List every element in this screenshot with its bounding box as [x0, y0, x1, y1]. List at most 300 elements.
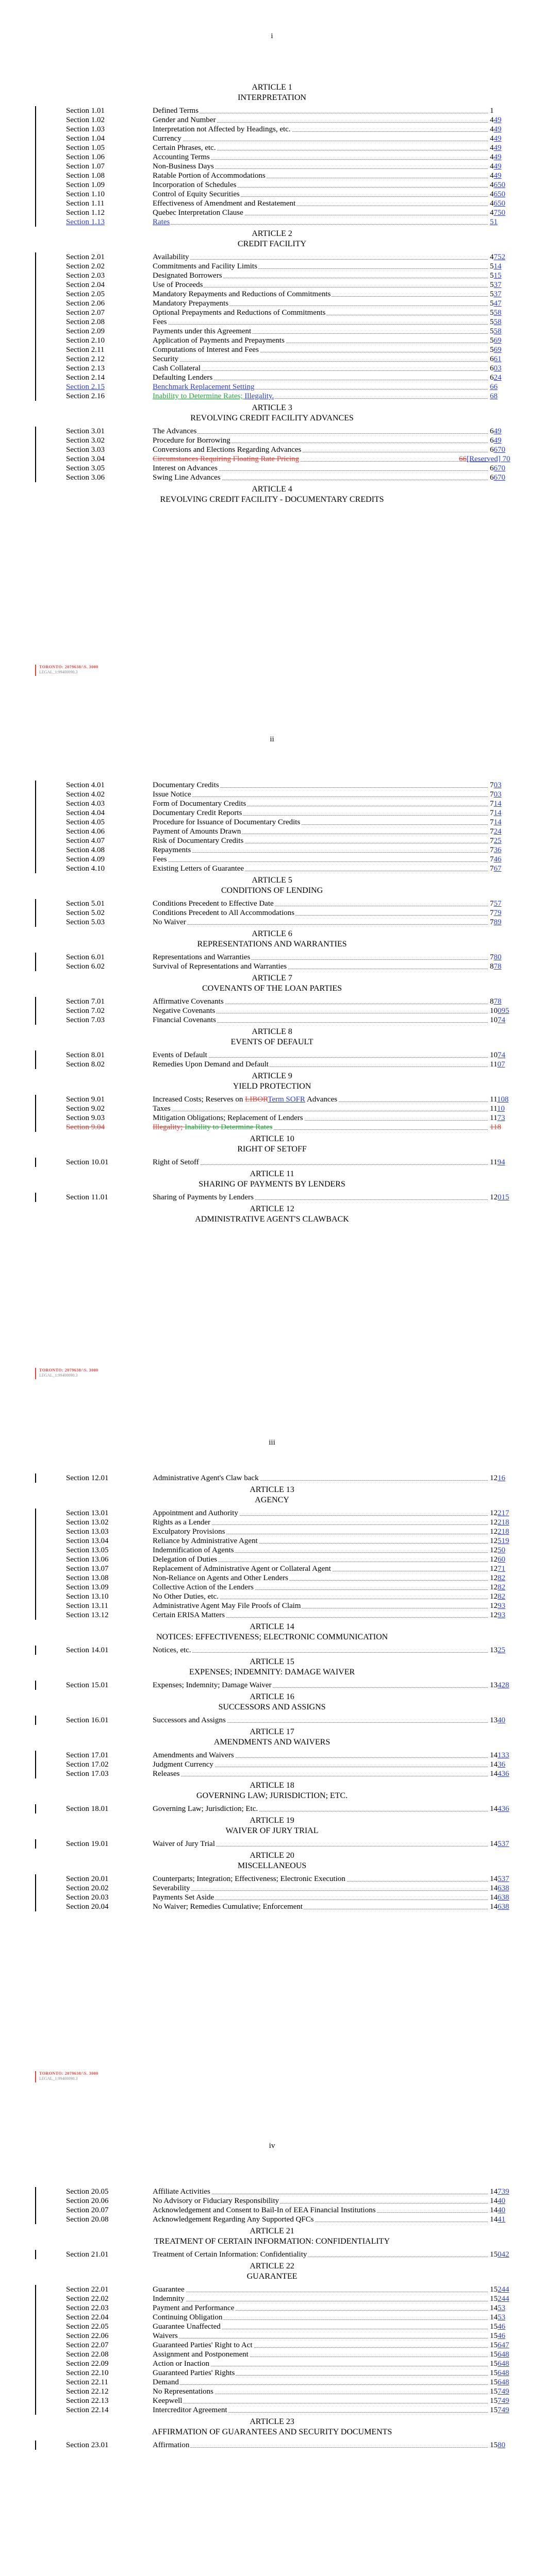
article-title: YIELD PROTECTION [233, 1082, 311, 1091]
toc-row[interactable] [0, 1573, 544, 1583]
section-title [153, 317, 488, 327]
section-number: Section 22.03 [66, 2304, 109, 2312]
page-ref: 780 [490, 953, 502, 961]
change-bar [35, 2441, 36, 2450]
section-number: Section 17.02 [66, 1760, 109, 1769]
toc-row[interactable] [0, 781, 544, 790]
page-ref [490, 217, 541, 227]
toc-row[interactable] [0, 1473, 544, 1483]
toc-row[interactable] [0, 364, 544, 373]
page-ref: 14436 [490, 1805, 509, 1813]
toc-row[interactable] [0, 1104, 544, 1113]
section-number: Section 22.12 [66, 2387, 109, 2396]
toc-row[interactable] [0, 953, 544, 962]
toc-row[interactable] [0, 1601, 544, 1611]
toc-row[interactable] [0, 1804, 544, 1814]
page-ref: 1260 [490, 1555, 505, 1564]
dot-leader [153, 370, 488, 371]
toc-row[interactable] [0, 317, 544, 327]
toc-row[interactable] [0, 473, 544, 482]
page-ref: 4650 [490, 190, 505, 198]
toc-row[interactable] [0, 217, 544, 227]
inserted-page: 436 [498, 1805, 509, 1813]
inserted-page: 095 [498, 1007, 509, 1015]
page-ref: 1293 [490, 1611, 505, 1619]
section-number: Section 20.01 [66, 1875, 109, 1883]
toc-row[interactable] [0, 1751, 544, 1760]
section-title [153, 327, 488, 336]
section-number: Section 2.15 [66, 383, 105, 391]
toc-row[interactable] [0, 827, 544, 836]
toc-row[interactable] [0, 2331, 544, 2341]
page-ref: 15749 [490, 2397, 509, 2405]
page-ref: 14133 [490, 1751, 509, 1759]
toc-row[interactable] [0, 899, 544, 908]
section-title [153, 473, 488, 482]
inserted-page: 648 [498, 2378, 509, 2386]
toc-row[interactable] [0, 918, 544, 927]
title-text: No Other Duties, etc. [153, 1592, 219, 1601]
toc-row[interactable] [0, 997, 544, 1006]
inserted-page: 50 [498, 1546, 505, 1554]
title-text: Defined Terms [153, 107, 199, 115]
footer-legal-id: LEGAL_1:99400090.3 [39, 2076, 78, 2081]
title-text: Payment and Performance [153, 2304, 235, 2312]
article-title: CREDIT FACILITY [237, 240, 307, 248]
page-ref: 15648 [490, 2350, 509, 2359]
toc-row[interactable] [0, 2303, 544, 2313]
deleted-text: LIBOR [245, 1095, 268, 1104]
toc-row[interactable] [0, 134, 544, 143]
inserted-page: 53 [498, 2304, 505, 2312]
section-title [153, 445, 488, 454]
section-title [153, 1104, 488, 1113]
section-number: Section 22.13 [66, 2397, 109, 2405]
toc-row[interactable] [0, 152, 544, 162]
toc-row[interactable] [0, 2341, 544, 2350]
section-number: Section 2.01 [66, 253, 105, 261]
section-title [153, 781, 488, 790]
section-title [153, 836, 488, 845]
section-title [153, 134, 488, 143]
article-title: SHARING OF PAYMENTS BY LENDERS [199, 1180, 345, 1189]
section-number: Section 2.11 [66, 346, 105, 354]
toc-row[interactable] [0, 445, 544, 454]
toc-row[interactable] [0, 454, 544, 464]
toc-row[interactable] [0, 106, 544, 115]
toc-row[interactable] [0, 1006, 544, 1015]
inserted-page: 74 [498, 1016, 505, 1024]
toc-row[interactable] [0, 1583, 544, 1592]
title-text: Repayments [153, 846, 191, 854]
page-ref: 14638 [490, 1893, 509, 1902]
toc-row[interactable] [0, 308, 544, 317]
page-ref: 14537 [490, 1840, 509, 1848]
inserted-page: 244 [498, 2285, 509, 2294]
toc-row[interactable] [0, 855, 544, 864]
toc-row[interactable] [0, 962, 544, 971]
section-title [153, 271, 488, 280]
toc-row[interactable] [0, 171, 544, 180]
section-title [153, 855, 488, 864]
toc-row[interactable] [0, 2441, 544, 2450]
toc-row[interactable] [0, 271, 544, 280]
toc-row[interactable] [0, 2368, 544, 2378]
page-footer [35, 1368, 98, 1378]
footer-doc-id: TORONTO: 2079638/\S. 3000 [39, 665, 98, 669]
toc-row[interactable] [0, 1123, 544, 1132]
section-number: Section 10.01 [66, 1158, 109, 1166]
inserted-page: 650 [493, 199, 505, 208]
toc-row[interactable] [0, 2294, 544, 2303]
section-number: Section 2.08 [66, 318, 105, 326]
page-ref: 1282 [490, 1574, 505, 1582]
title-text: Action or Inaction [153, 2360, 209, 2368]
toc-row[interactable] [0, 2405, 544, 2415]
page-ref: 746 [490, 855, 502, 863]
page-ref: 537 [490, 290, 502, 298]
section-title [153, 436, 488, 445]
title-text [153, 218, 171, 226]
article-title: AFFIRMATION OF GUARANTEES AND SECURITY DOCUMENTS [152, 2428, 392, 2436]
page-ref: 449 [490, 172, 502, 180]
toc-row[interactable] [0, 190, 544, 199]
section-number: Section 4.07 [66, 837, 105, 845]
toc-row[interactable] [0, 392, 544, 401]
page-ref: 649 [490, 436, 502, 445]
article-heading: ARTICLE 6 [252, 929, 292, 938]
title-text: Availability [153, 253, 189, 261]
toc-row[interactable] [0, 1113, 544, 1123]
title-text: Survival of Representations and Warranties [153, 962, 287, 971]
inserted-page: 49 [493, 427, 502, 435]
dot-leader [153, 852, 488, 853]
toc-row[interactable] [0, 808, 544, 818]
toc-row[interactable] [0, 252, 544, 262]
inserted-page: 647 [498, 2341, 509, 2349]
section-title [153, 382, 488, 392]
section-number: Section 22.01 [66, 2285, 109, 2294]
title-text: Payment of Amounts Drawn [153, 827, 241, 836]
toc-row[interactable] [0, 2322, 544, 2331]
page-ref: 4752 [490, 253, 505, 261]
toc-row[interactable] [0, 1555, 544, 1564]
toc-row[interactable] [0, 799, 544, 808]
toc-row[interactable] [0, 1060, 544, 1069]
toc-row[interactable] [0, 1158, 544, 1167]
toc-row[interactable] [0, 2313, 544, 2322]
inserted-page: 67 [493, 865, 502, 873]
toc-row[interactable] [0, 262, 544, 271]
toc-row[interactable] [0, 1839, 544, 1849]
article-heading: ARTICLE 8 [252, 1027, 292, 1036]
section-title [153, 864, 488, 873]
toc-row[interactable] [0, 790, 544, 799]
toc-row[interactable] [0, 336, 544, 345]
section-number: Section 2.04 [66, 281, 105, 289]
toc-row[interactable] [0, 908, 544, 918]
dot-leader [153, 2447, 488, 2448]
section-title [153, 1716, 488, 1725]
title-text: No Advisory or Fiduciary Responsibility [153, 2197, 279, 2205]
section-number: Section 20.02 [66, 1884, 109, 1892]
change-bar [35, 781, 36, 873]
section-number: Section 13.07 [66, 1565, 109, 1573]
toc-row[interactable] [0, 2285, 544, 2294]
page-ref: 449 [490, 125, 502, 133]
toc-row[interactable] [0, 2206, 544, 2215]
change-bar [35, 1716, 36, 1725]
article-heading: ARTICLE 15 [250, 1657, 294, 1666]
section-number: Section 1.02 [66, 116, 105, 124]
toc-row[interactable] [0, 1527, 544, 1536]
inserted-page: 133 [498, 1751, 509, 1759]
article-heading: ARTICLE 10 [250, 1134, 294, 1143]
page-ref: 12519 [490, 1537, 509, 1545]
toc-row[interactable] [0, 373, 544, 382]
article-title: REVOLVING CREDIT FACILITY - DOCUMENTARY CREDITS [160, 495, 384, 504]
section-title [153, 106, 488, 115]
toc-row[interactable] [0, 382, 544, 392]
title-text: Notices, etc. [153, 1646, 191, 1654]
page-ref: 714 [490, 818, 502, 826]
toc-row[interactable] [0, 1884, 544, 1893]
inserted-page: 14 [493, 262, 502, 270]
toc-row[interactable] [0, 1536, 544, 1546]
toc-row[interactable] [0, 2396, 544, 2405]
title-text: Quebec Interpretation Clause [153, 209, 243, 217]
article-heading: ARTICLE 5 [252, 876, 292, 885]
toc-row[interactable] [0, 1564, 544, 1573]
title-text: Sharing of Payments by Lenders [153, 1193, 254, 1201]
toc-row[interactable] [0, 1518, 544, 1527]
toc-row[interactable] [0, 299, 544, 308]
inserted-page: 749 [498, 2397, 509, 2405]
toc-row[interactable] [0, 208, 544, 217]
change-bar [35, 953, 36, 971]
toc-row[interactable] [0, 327, 544, 336]
page-ref: 1546 [490, 2332, 505, 2340]
title-text: Issue Notice [153, 790, 191, 799]
inserted-page: 03 [493, 364, 502, 372]
section-title [153, 1050, 488, 1060]
toc-row[interactable] [0, 1095, 544, 1104]
title-text: Form of Documentary Credits [153, 800, 246, 808]
inserted-page: 14 [493, 809, 502, 817]
change-bar [35, 1158, 36, 1167]
section-number: Section 7.01 [66, 997, 105, 1006]
toc-row[interactable] [0, 1760, 544, 1769]
section-title [153, 354, 488, 364]
section-number: Section 12.01 [66, 1474, 109, 1482]
page-ref: 661 [490, 355, 502, 363]
article-heading: ARTICLE 9 [252, 1072, 292, 1080]
title-text: Amendments and Waivers [153, 1751, 234, 1759]
article-title: EVENTS OF DEFAULT [230, 1038, 314, 1046]
section-number: Section 1.06 [66, 153, 105, 161]
section-number: Section 2.14 [66, 374, 105, 382]
toc-row[interactable] [0, 2378, 544, 2387]
inserted-page: 89 [493, 918, 502, 926]
toc-row[interactable] [0, 354, 544, 364]
toc-row[interactable] [0, 199, 544, 208]
inserted-page: 24 [493, 827, 502, 836]
title-text: Effectiveness of Amendment and Restatement [153, 199, 296, 208]
change-bar [35, 1751, 36, 1778]
inserted-page: 108 [497, 1095, 509, 1104]
toc-row[interactable] [0, 162, 544, 171]
section-title [153, 2359, 488, 2368]
section-number: Section 2.09 [66, 327, 105, 335]
inserted-page: 58 [493, 327, 502, 335]
section-title [153, 1601, 488, 1611]
title-text: Affirmation [153, 2441, 190, 2449]
section-title [153, 125, 488, 134]
page-ref: 1173 [490, 1114, 505, 1122]
section-title [153, 1751, 488, 1760]
section-title [153, 808, 488, 818]
toc-row[interactable] [0, 818, 544, 827]
title-text: Assignment and Postponement [153, 2350, 249, 2359]
section-title [153, 1006, 488, 1015]
section-number: Section 22.10 [66, 2369, 109, 2377]
toc-row[interactable] [0, 1592, 544, 1601]
article-heading: ARTICLE 12 [250, 1205, 294, 1213]
section-title [153, 845, 488, 855]
toc-row[interactable] [0, 2196, 544, 2206]
inserted-page: 41 [498, 2215, 505, 2224]
inserted-page: 015 [498, 1193, 509, 1201]
toc-row[interactable] [0, 125, 544, 134]
toc-row[interactable] [0, 1509, 544, 1518]
page-number: i [271, 32, 273, 40]
page-ref: 558 [490, 327, 502, 335]
inserted-page: 244 [498, 2295, 509, 2303]
section-number: Section 13.02 [66, 1518, 109, 1527]
section-number: Section 1.12 [66, 209, 105, 217]
section-number: Section 2.07 [66, 309, 105, 317]
change-bar [35, 1681, 36, 1690]
section-title [153, 299, 488, 308]
change-bar [35, 1193, 36, 1202]
toc-row[interactable] [0, 845, 544, 855]
page-ref: 714 [490, 809, 502, 817]
article-title: RIGHT OF SETOFF [237, 1145, 307, 1154]
inserted-page: 69 [493, 336, 502, 345]
toc-row[interactable] [0, 1874, 544, 1884]
toc-row[interactable] [0, 2215, 544, 2224]
inserted-page: 49 [493, 116, 502, 124]
inserted-text: [Reserved] 70 [467, 455, 510, 463]
section-number: Section 4.01 [66, 781, 105, 789]
inserted-page: 40 [498, 2206, 505, 2214]
title-text: Indemnification of Agents [153, 1546, 234, 1554]
inserted-page: 750 [493, 209, 505, 217]
section-number: Section 2.03 [66, 272, 105, 280]
toc-row[interactable] [0, 180, 544, 190]
section-title [153, 790, 488, 799]
title-text: Waivers [153, 2332, 178, 2340]
section-title [153, 908, 488, 918]
section-title [153, 2322, 488, 2331]
toc-row[interactable] [0, 427, 544, 436]
toc-row[interactable] [0, 1546, 544, 1555]
toc-row[interactable] [0, 864, 544, 873]
inserted-page: 49 [493, 144, 502, 152]
toc-row[interactable] [0, 280, 544, 290]
toc-row[interactable] [0, 836, 544, 845]
section-number: Section 1.13 [66, 218, 105, 226]
change-bar [35, 1839, 36, 1849]
inserted-page: 25 [493, 837, 502, 845]
toc-row[interactable] [0, 1902, 544, 1911]
toc-row[interactable] [0, 1193, 544, 1202]
toc-row[interactable] [0, 1050, 544, 1060]
section-number: Section 1.07 [66, 162, 105, 171]
toc-row[interactable] [0, 2350, 544, 2359]
section-number: Section 4.10 [66, 865, 105, 873]
change-bar [35, 1874, 36, 1911]
section-number: Section 16.01 [66, 1716, 109, 1724]
page-number: iv [269, 2142, 275, 2150]
section-title [153, 1527, 488, 1536]
title-text: Treatment of Certain Information: Confidentiality [153, 2250, 307, 2259]
section-title [153, 2396, 488, 2405]
change-bar [35, 106, 36, 227]
toc-row[interactable] [0, 1893, 544, 1902]
title-text: Mitigation Obligations; Replacement of Lenders [153, 1114, 303, 1122]
toc-row[interactable] [0, 2187, 544, 2196]
title-text: Procedure for Issuance of Documentary Credits [153, 818, 301, 826]
section-title [153, 1536, 488, 1546]
inserted-page: 37 [493, 281, 502, 289]
toc-row[interactable] [0, 1646, 544, 1655]
page-ref: 736 [490, 846, 502, 854]
toc-row[interactable] [0, 464, 544, 473]
toc-row[interactable] [0, 345, 544, 354]
section-title [153, 1893, 488, 1902]
title-text: Guarantee Unaffected [153, 2323, 221, 2331]
toc-row[interactable] [0, 436, 544, 445]
toc-row[interactable] [0, 115, 544, 125]
section-title [153, 217, 488, 227]
toc-row[interactable] [0, 2359, 544, 2368]
section-title [153, 2303, 488, 2313]
toc-row[interactable] [0, 1611, 544, 1620]
page-ref: 449 [490, 162, 502, 171]
toc-row[interactable] [0, 1015, 544, 1025]
page-ref: 12015 [490, 1193, 509, 1201]
inserted-text: Illegality. [244, 392, 274, 400]
section-number: Section 22.09 [66, 2360, 109, 2368]
toc-row[interactable] [0, 1769, 544, 1778]
toc-row[interactable] [0, 290, 544, 299]
toc-row[interactable] [0, 2250, 544, 2259]
section-number: Section 6.01 [66, 953, 105, 961]
article-heading: ARTICLE 13 [250, 1485, 294, 1494]
toc-row[interactable] [0, 143, 544, 152]
toc-row[interactable] [0, 1716, 544, 1725]
title-text: Optional Prepayments and Reductions of Commitments [153, 309, 326, 317]
toc-row[interactable] [0, 1681, 544, 1690]
inserted-page: 670 [493, 473, 505, 482]
section-title [153, 1123, 488, 1132]
inserted-page: 14 [493, 818, 502, 826]
title-text: Payments under this Agreement [153, 327, 252, 335]
page-ref [459, 454, 510, 464]
inserted-page: 537 [498, 1840, 509, 1848]
toc-row[interactable] [0, 2387, 544, 2396]
